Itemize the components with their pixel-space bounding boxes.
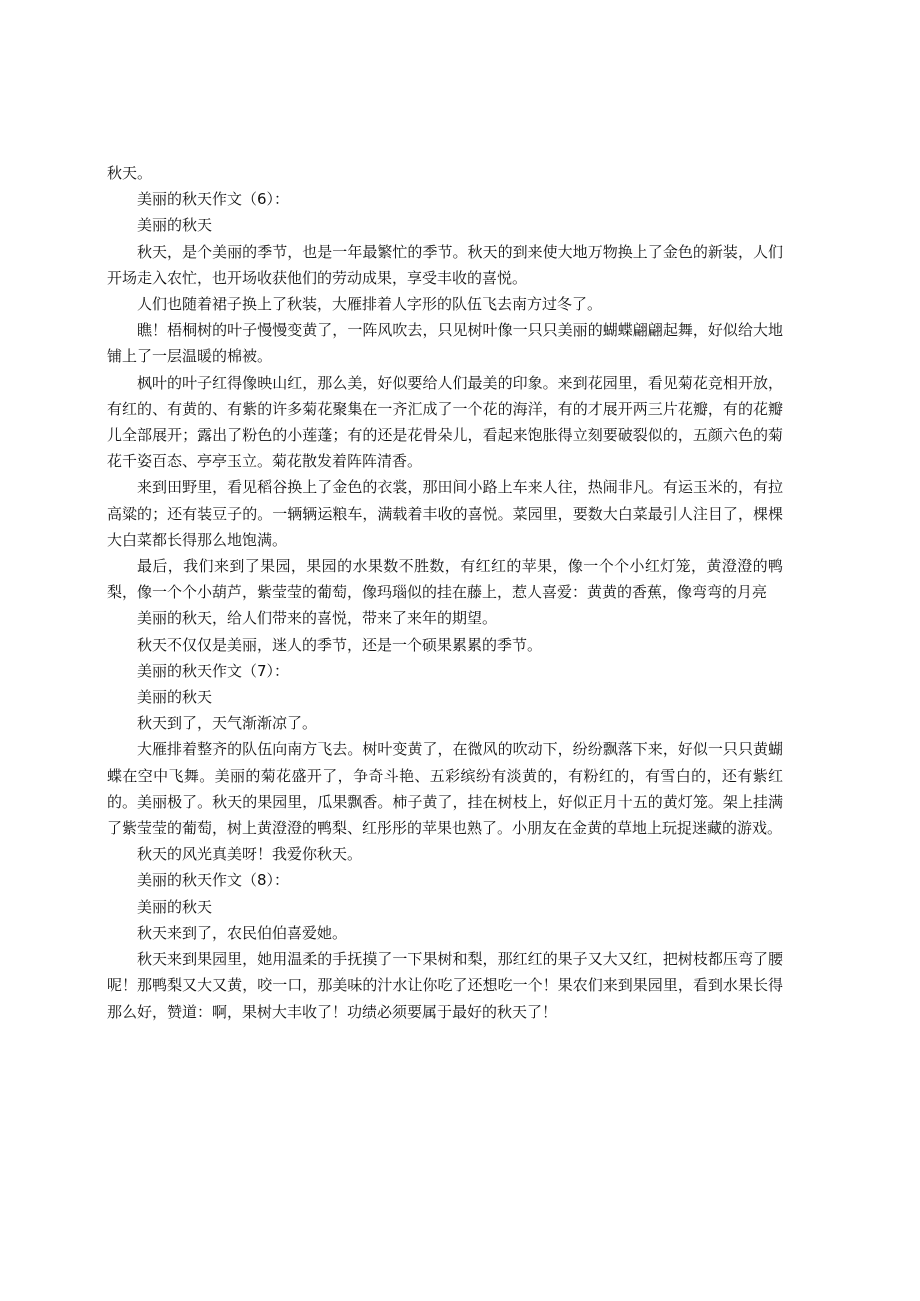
paragraph: 美丽的秋天，给人们带来的喜悦，带来了来年的期望。 bbox=[137, 609, 498, 628]
paragraph: 秋天，是个美丽的季节，也是一年最繁忙的季节。秋天的到来使大地万物换上了金色的新装，人们开场走入农忙，也开场收获他们的劳动成果，享受丰收的喜悦。 bbox=[107, 242, 783, 287]
paragraph: 人们也随着裙子换上了秋装，大雁排着人字形的队伍飞去南方过冬了。 bbox=[137, 295, 603, 314]
paragraph: 秋天的风光真美呀！我爱你秋天。 bbox=[137, 845, 363, 864]
paragraph: 秋天来到果园里，她用温柔的手抚摸了一下果树和梨，那红红的果子又大又红，把树枝都压弯了腰呢！那鸭梨又大又黄，咬一口，那美味的汁水让你吃了还想吃一个！果农们来到果园里，看到水果长得那么好，赞道：啊，果树大丰收了！功绩必须要属于最好的秋天了！ bbox=[107, 950, 783, 1021]
paragraph: 秋天到了，天气渐渐凉了。 bbox=[137, 714, 318, 733]
article-body bbox=[107, 160, 783, 1025]
paragraph: 枫叶的叶子红得像映山红，那么美，好似要给人们最美的印象。来到花园里，看见菊花竞相开放，有红的、有黄的、有紫的许多菊花聚集在一齐汇成了一个花的海洋，有的才展开两三片花瓣，有的花瓣儿全部展开；露出了粉色的小莲蓬；有的还是花骨朵儿，看起来饱胀得立刻要破裂似的，五颜六色的菊花千姿百态、亭亭玉立。菊花散发着阵阵清香。 bbox=[107, 373, 783, 471]
paragraph: 秋天不仅仅是美丽，迷人的季节，还是一个硕果累累的季节。 bbox=[137, 635, 543, 654]
essay-heading-8: 美丽的秋天作文（8）： bbox=[137, 871, 290, 890]
essay-title: 美丽的秋天 bbox=[137, 216, 213, 235]
essay-heading-7: 美丽的秋天作文（7）： bbox=[137, 661, 290, 680]
paragraph-continuation: 秋天。 bbox=[107, 164, 153, 182]
essay-title: 美丽的秋天 bbox=[137, 897, 213, 916]
paragraph: 大雁排着整齐的队伍向南方飞去。树叶变黄了，在微风的吹动下，纷纷飘落下来，好似一只只黄蝴蝶在空中飞舞。美丽的菊花盛开了，争奇斗艳、五彩缤纷有淡黄的，有粉红的，有雪白的，还有紫红的。美丽极了。秋天的果园里，瓜果飘香。柿子黄了，挂在树枝上，好似正月十五的黄灯笼。架上挂满了紫莹莹的葡萄，树上黄澄澄的鸭梨、红彤彤的苹果也熟了。小朋友在金黄的草地上玩捉迷藏的游戏。 bbox=[107, 740, 783, 838]
essay-heading-6: 美丽的秋天作文（6）： bbox=[137, 190, 290, 209]
paragraph: 秋天来到了，农民伯伯喜爱她。 bbox=[137, 923, 348, 942]
paragraph: 来到田野里，看见稻谷换上了金色的衣裳，那田间小路上车来人往，热闹非凡。有运玉米的，有拉高粱的；还有装豆子的。一辆辆运粮车，满载着丰收的喜悦。菜园里，要数大白菜最引人注目了，棵棵大白菜都长得那么地饱满。 bbox=[107, 478, 783, 549]
paragraph: 最后，我们来到了果园，果园的水果数不胜数，有红红的苹果，像一个个小红灯笼，黄澄澄的鸭梨，像一个个小葫芦，紫莹莹的葡萄，像玛瑙似的挂在藤上，惹人喜爱：黄黄的香蕉，像弯弯的月亮 bbox=[107, 557, 783, 602]
essay-title: 美丽的秋天 bbox=[137, 688, 213, 707]
paragraph: 瞧！梧桐树的叶子慢慢变黄了，一阵风吹去，只见树叶像一只只美丽的蝴蝶翩翩起舞，好似给大地铺上了一层温暖的棉被。 bbox=[107, 321, 783, 366]
